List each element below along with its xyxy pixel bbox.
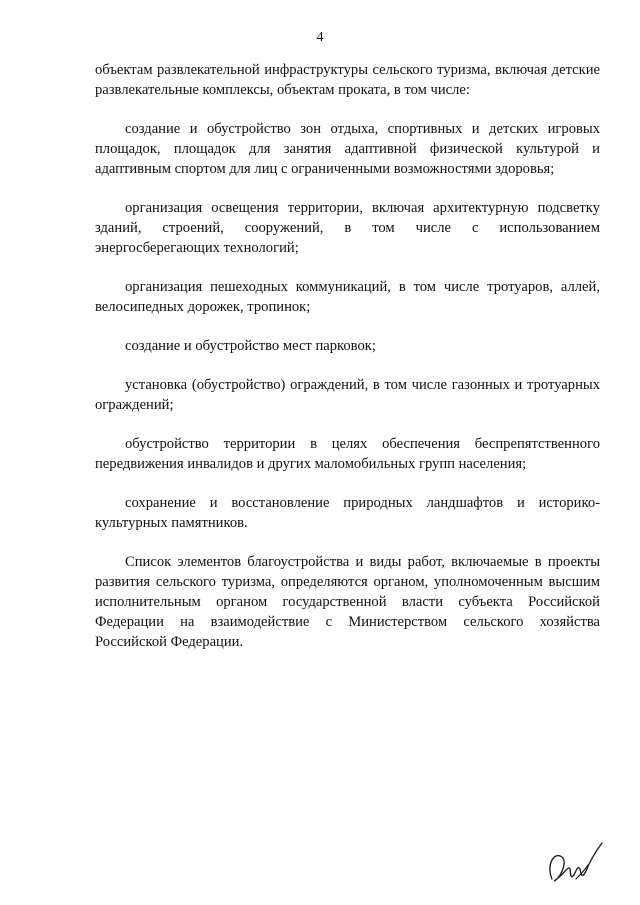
paragraph-4: организация пешеходных коммуникаций, в том числе тротуаров, аллей, велосипедных дорожек, тропинок; — [95, 279, 600, 315]
paragraph-7: обустройство территории в целях обеспечения беспрепятственного передвижения инвалидов и других маломобильных групп населения; — [95, 436, 600, 472]
paragraph-5: создание и обустройство мест парковок; — [125, 338, 376, 354]
paragraph-3: организация освещения территории, включая архитектурную подсветку зданий, строений, сооружений, в том числе с использованием энергосберегающих технологий; — [95, 200, 600, 256]
paragraph-1: объектам развлекательной инфраструктуры сельского туризма, включая детские развлекательные комплексы, объектам проката, в том числе: — [95, 62, 600, 98]
handwritten-signature-icon — [540, 835, 610, 895]
paragraph-8: сохранение и восстановление природных ландшафтов и историко-культурных памятников. — [95, 495, 600, 531]
paragraph-2: создание и обустройство зон отдыха, спортивных и детских игровых площадок, площадок для занятия адаптивной физической культурой и адаптивным спортом для лиц с ограниченными возможностями здоровья; — [95, 121, 600, 177]
paragraph-6: установка (обустройство) ограждений, в том числе газонных и тротуарных ограждений; — [95, 377, 600, 413]
document-body — [95, 60, 600, 671]
page-number: 4 — [316, 30, 324, 45]
paragraph-9: Список элементов благоустройства и виды работ, включаемые в проекты развития сельского туризма, определяются органом, уполномоченным высшим исполнительным органом государственной власти субъекта Российской Федерации на взаимодействие с Министерством сельского хозяйства Российской Федерации. — [95, 554, 600, 650]
